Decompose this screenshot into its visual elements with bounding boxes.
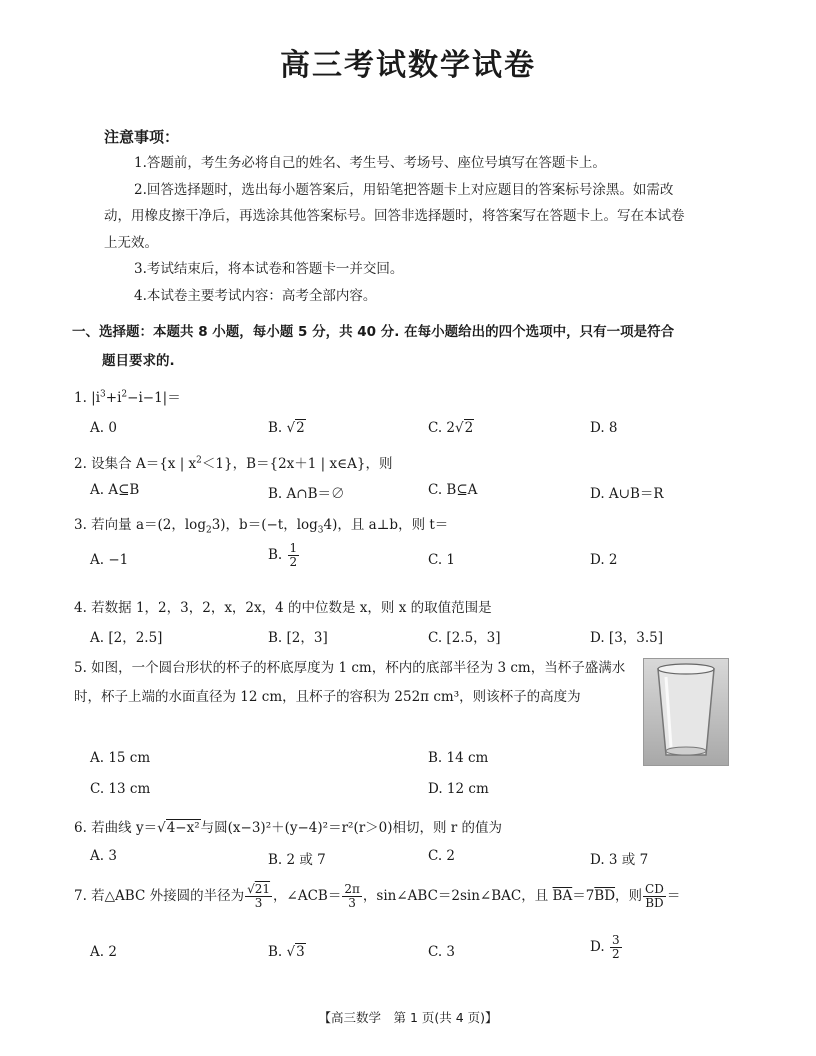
question-4: 4. 若数据 1，2，3，2，x，2x，4 的中位数是 x，则 x 的取值范围是 — [74, 600, 492, 616]
option-b: B. √2 — [268, 420, 305, 436]
page-title: 高三考试数学试卷 — [280, 48, 536, 83]
question-7: 7. 若△ABC 外接圆的半径为 $\frac{√21}{3}$ ，∠ACB＝ $\frac{2\pi}{3}$ ，sin∠ABC＝2sin∠BAC，且 $\overline{BA}=7\overline{BD}$，则 $\frac{CD}{BD}$ ＝ — [74, 882, 681, 910]
question-5-options-row-1 — [90, 750, 730, 780]
question-5-options-row-2 — [90, 781, 730, 811]
notice-item: 4.本试卷主要考试内容：高考全部内容。 — [134, 287, 377, 304]
question-4-options — [90, 626, 730, 656]
question-7-options — [90, 933, 730, 974]
option-b: B. A∩B＝∅ — [268, 486, 345, 502]
question-3-options — [90, 541, 730, 582]
option-b: B. 14 cm — [428, 750, 489, 766]
option-c: C. 1 — [428, 552, 456, 568]
notice-list — [104, 150, 694, 309]
notice-item: 1.答题前，考生务必将自己的姓名、考生号、考场号、座位号填写在答题卡上。 — [134, 155, 606, 171]
section-heading-line: 题目要求的. — [102, 353, 175, 369]
option-a: A. −1 — [90, 552, 129, 568]
option-c: C. [2.5，3] — [428, 630, 501, 646]
option-d: D. 12 cm — [428, 781, 489, 797]
question-1-options — [90, 420, 730, 450]
option-a: A. 0 — [90, 420, 117, 436]
option-d: D. 2 — [590, 552, 618, 568]
section-heading-line: 一、选择题：本题共 8 小题，每小题 5 分，共 40 分. 在每小题给出的四个选项中，只有一项是符合 — [72, 324, 675, 340]
option-a: A. A⊆B — [90, 482, 140, 498]
section-heading — [72, 318, 740, 376]
question-1: 1. $|i^3+i^2-i-1|=$ — [74, 389, 181, 406]
question-6-options — [90, 848, 730, 878]
option-b: B. 2 或 7 — [268, 852, 326, 868]
option-d: D. 3 或 7 — [590, 852, 649, 868]
option-b: B. $\frac{1}{2}$ — [268, 541, 298, 569]
option-c: C. 2 — [428, 848, 456, 864]
option-d: D. $\frac{3}{2}$ — [590, 933, 620, 961]
notice-item: 3.考试结束后，将本试卷和答题卡一并交回。 — [134, 261, 404, 277]
option-a: A. [2，2.5] — [90, 630, 163, 646]
question-2-options — [90, 482, 730, 512]
option-a: A. 15 cm — [90, 750, 151, 766]
option-b: B. [2，3] — [268, 630, 328, 646]
option-d: D. 8 — [590, 420, 618, 436]
notice-item: 2.回答选择题时，选出每小题答案后，用铅笔把答题卡上对应题目的答案标号涂黑。如需改动，用橡皮擦干净后，再选涂其他答案标号。回答非选择题时，将答案写在答题卡上。写在本试卷上无效。 — [104, 181, 685, 251]
notice-heading: 注意事项： — [104, 128, 180, 146]
option-a: A. 2 — [90, 944, 117, 960]
question-6: 6. 若曲线 y＝√4−x²与圆(x−3)²＋(y−4)²＝r²(r＞0)相切，则 r 的值为 — [74, 820, 503, 836]
option-c: C. 3 — [428, 944, 456, 960]
option-d: D. A∪B＝R — [590, 486, 664, 502]
page-footer: 【高三数学 第 1 页(共 4 页)】 — [318, 1010, 498, 1025]
option-b: B. √3 — [268, 944, 305, 960]
question-3: 3. 若向量 a＝(2，$\log_23$)，b＝(−t，$\log_34$)，且 a⊥b，则 t＝ — [74, 517, 449, 536]
question-5: 5. 如图，一个圆台形状的杯子的杯底厚度为 1 cm，杯内的底部半径为 3 cm，当杯子盛满水时，杯子上端的水面直径为 12 cm，且杯子的容积为 252π cm³，则该杯子的高度为 — [74, 660, 626, 705]
option-c: C. B⊆A — [428, 482, 478, 498]
option-a: A. 3 — [90, 848, 117, 864]
question-2: 2. 设集合 A＝{x | $x^2<1$}，B＝{2x＋1 | x∈A}，则 — [74, 455, 393, 472]
option-c: C. 13 cm — [90, 781, 151, 797]
option-c: C. 2√2 — [428, 420, 474, 436]
option-d: D. [3，3.5] — [590, 630, 664, 646]
